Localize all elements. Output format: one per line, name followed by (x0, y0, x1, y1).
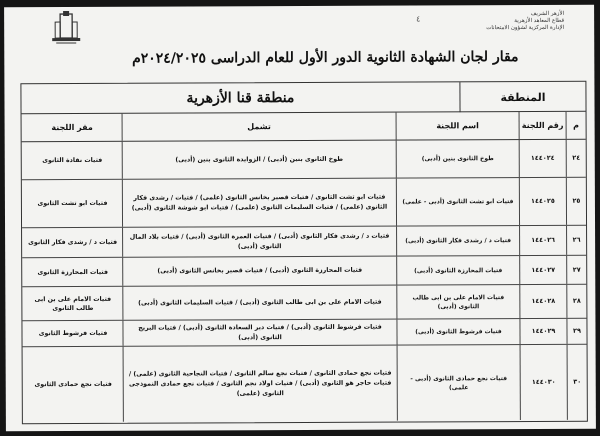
org-line: الإدارة المركزية لشؤون الامتحانات (486, 24, 565, 32)
table-row (22, 178, 586, 228)
row-num: ٢٩ (566, 319, 586, 344)
row-name: فتيات د / رشدى فكار الثانوى (أدبى) (396, 226, 519, 256)
row-name: فتيات الامام على بن ابى طالب الثانوى (أدبى) (396, 285, 519, 319)
row-hq: فتيات د / رشدى فكار الثانوى (28, 238, 118, 247)
document-page (4, 5, 596, 432)
col-header-code: رقم اللجنة (519, 112, 566, 139)
table-row (22, 319, 586, 347)
region-value: منطقة قنا الأزهرية (186, 90, 295, 107)
row-includes: فتيات نجع حمادى الثانوى / فتيات نجع سالم الثانوى / فتيات النجاحية الثانوى (علمى) / فتيات حاجر هو الثانوى (أدبى) / فتيات اولاد نجم الثانوى / فتيات نجع حمادى النموذجى الثانوى (علمى) (123, 346, 397, 422)
row-name: فتيات ابو تشت الثانوى (أدبى - علمى) (396, 178, 519, 226)
row-num: ٢٦ (566, 226, 586, 255)
row-name: فتيات نجع حمادى الثانوى (أدبى - علمى) (397, 345, 520, 421)
row-code: ١٤٤٠٢٦ (519, 226, 566, 255)
region-row (21, 82, 585, 114)
row-num: ٢٤ (566, 140, 586, 177)
row-hq: فتيات فرشوط الثانوى (38, 329, 108, 338)
azhar-logo-icon (46, 10, 86, 46)
row-includes: فتيات المحارزة الثانوى (أدبى) / فتيات قصير بخانس الثانوى (أدبى) (122, 257, 396, 286)
row-hq: فتيات الامام على بن ابى طالب الثانوى (34, 295, 112, 312)
row-includes: طوخ الثانوى بنين (أدبى) / الزوايدة الثانوى بنين (أدبى) (122, 141, 396, 179)
column-header-row (22, 112, 586, 142)
row-num: ٢٧ (566, 256, 586, 284)
row-name: فتيات المحارزة الثانوى (أدبى) (396, 256, 519, 285)
committees-table (20, 81, 587, 424)
table-row (22, 285, 586, 321)
row-includes: فتيات د / رشدى فكار الثانوى (أدبى) / فتيات العمرة الثانوى (أدبى) / فتيات بلاد المال الثانوى (أدبى) (122, 227, 396, 257)
table-row (22, 256, 586, 287)
row-name: فتيات فرشوط الثانوى (أدبى) (396, 319, 519, 345)
row-num: ٢٥ (566, 178, 586, 225)
col-header-num: م (566, 112, 586, 139)
row-hq: فتيات نجع حمادى الثانوى (34, 380, 112, 389)
row-hq: فتيات المحارزة الثانوى (37, 268, 108, 276)
col-header-hq: مقر اللجنة (51, 122, 93, 133)
region-label: المنطقة (459, 82, 585, 113)
org-line: قطاع المعاهد الأزهرية (514, 17, 565, 25)
col-header-name: اسم اللجنة (396, 112, 519, 140)
row-includes: فتيات الامام على بن ابى طالب الثانوى (أدبى) / فتيات السليمات الثانوى (أدبى) (122, 286, 396, 320)
row-code: ١٤٤٠٢٤ (519, 140, 566, 177)
row-code: ١٤٤٠٢٨ (519, 285, 566, 318)
table-row (22, 226, 586, 258)
row-code: ١٤٤٠٢٩ (519, 319, 566, 344)
page-mark: ٤ (416, 14, 421, 24)
row-name: طوخ الثانوى بنين (أدبى) (396, 140, 519, 178)
org-header (444, 11, 564, 33)
row-includes: فتيات فرشوط الثانوى (أدبى) / فتيات دير السعادة الثانوى (أدبى) / فتيات البريج الثانوى (أدبى) (122, 320, 396, 346)
col-header-includes: تشمل (122, 113, 396, 141)
table-row (23, 345, 587, 422)
row-num: ٢٨ (566, 285, 586, 318)
row-code: ١٤٤٠٢٥ (519, 178, 566, 225)
row-hq: فتيات ابو تشت الثانوى (37, 199, 108, 208)
row-code: ١٤٤٠٢٧ (519, 256, 566, 284)
row-hq: فتيات نقادة الثانوى (42, 156, 103, 165)
table-row (22, 140, 586, 180)
row-code: ١٤٤٠٣٠ (520, 345, 567, 420)
org-line: الأزهر الشريف (530, 10, 565, 17)
row-num: ٣٠ (567, 345, 587, 420)
page-title: مقار لجان الشهادة الثانوية الدور الأول للعام الدراسى ٢٠٢٤/٢٠٢٥م (132, 49, 519, 67)
row-includes: فتيات ابو تشت الثانوى / فتيات قصير بخانس الثانوى (علمى) / فتيات / رشدى فكار الثانوى (علمى) / فتيات السليمات الثانوى (علمى) / فتيات ابو شوشة الثانوى (أدبى) (122, 179, 396, 227)
